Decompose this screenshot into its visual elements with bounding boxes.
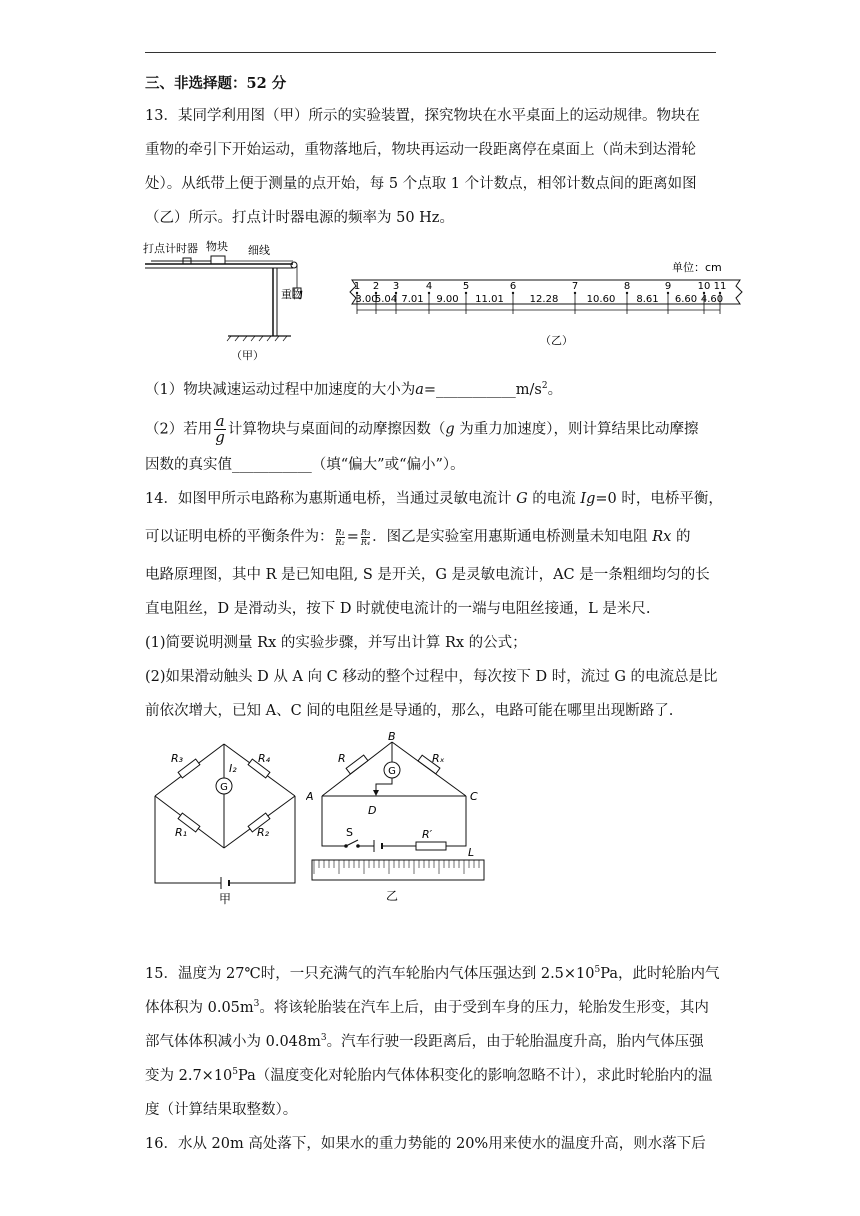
q13-line-1: 13．某同学利用图（甲）所示的实验装置，探究物块在水平桌面上的运动规律。物块在 xyxy=(145,108,700,124)
tape-unit-label: 单位：cm xyxy=(672,261,722,274)
q15-line-1 xyxy=(145,964,719,984)
label-r1: R₁ xyxy=(175,826,188,839)
label-i2: I₂ xyxy=(229,762,237,775)
string-label: 细线 xyxy=(248,244,270,257)
q13-part-2 xyxy=(145,414,699,445)
q14-line-3: 电路原理图，其中 R 是已知电阻, S 是开关，G 是灵敏电流计，AC 是一条粗细均匀的长 xyxy=(145,567,710,583)
label-r-prime: R′ xyxy=(422,828,433,841)
q13-part-2-g: g xyxy=(445,421,455,438)
q13-part-1-blank: =___________m/s xyxy=(423,382,542,398)
tape-distance-label: 12.28 xyxy=(529,294,559,305)
q15-line-4-sup: 5 xyxy=(232,1067,239,1077)
q15-line-2 xyxy=(145,998,709,1018)
tape-dot xyxy=(465,292,467,294)
label-a: A xyxy=(306,790,314,803)
fraction-numerator: a xyxy=(215,412,225,430)
tape-distance-label: 11.01 xyxy=(475,294,504,305)
figure-jia-caption-q14: 甲 xyxy=(219,892,232,906)
tape-marks xyxy=(354,281,727,314)
ground-hatch xyxy=(227,336,287,341)
q14-figure-jia xyxy=(145,738,305,908)
slider-arrow xyxy=(373,790,379,796)
tape-point-label: 1 xyxy=(353,281,361,292)
ratio-right-num: R₃ xyxy=(360,527,371,537)
label-g-jia: G xyxy=(220,782,228,793)
q16-line-1: 16．水从 20m 高处落下，如果水的重力势能的 20%用来使水的温度升高，则水落下后 xyxy=(145,1136,706,1152)
weight-label: 重物 xyxy=(281,288,303,301)
q15-line-1-text-b: Pa，此时轮胎内气 xyxy=(600,966,720,982)
switch-contact-2 xyxy=(356,844,360,848)
tape-distance-label: 9.00 xyxy=(436,294,459,305)
header-rule xyxy=(145,52,716,53)
meter-ruler xyxy=(312,860,484,880)
ruler-ticks xyxy=(314,860,484,874)
resistor-r xyxy=(346,755,368,774)
tape-dot xyxy=(667,292,669,294)
q14-line-1-text-b: 的电流 xyxy=(532,491,576,507)
q14-line-2-text: 可以证明电桥的平衡条件为： xyxy=(145,529,334,545)
q15-line-1-sup: 5 xyxy=(594,965,601,975)
q13-part-2-text-b: 计算物块与桌面间的动摩擦因数（ xyxy=(227,421,446,438)
tape-distance-label: 8.61 xyxy=(636,294,659,305)
tape-point-label: 6 xyxy=(509,281,517,292)
q13-line-3: 处）。从纸带上便于测量的点开始，每 5 个点取 1 个计数点，相邻计数点间的距离如图 xyxy=(145,176,697,192)
tape-dot xyxy=(428,292,430,294)
q14-line-2-text-c: 的 xyxy=(675,529,691,545)
q13-part-2-text: （2）若用 xyxy=(145,421,213,438)
q15-line-2-sup: 3 xyxy=(253,999,260,1009)
q15-line-3-text-b: 。汽车行驶一段距离后，由于轮胎温度升高，胎内气体压强 xyxy=(326,1034,704,1050)
q14-line-1-text-c: =0 时，电桥平衡， xyxy=(595,491,723,507)
pulley xyxy=(291,262,297,268)
q14-line-1-G: G xyxy=(516,491,528,507)
figure-yi-caption: （乙） xyxy=(540,334,573,347)
q14-line-1-Ig: Ig xyxy=(580,491,596,507)
q13-part-1-end: 。 xyxy=(547,382,563,398)
q15-line-2-text: 体体积为 0.05m xyxy=(145,1000,254,1016)
section-header: 三、非选择题：52 分 xyxy=(145,75,287,92)
q15-line-4 xyxy=(145,1066,713,1086)
tape-point-label: 9 xyxy=(664,281,672,292)
label-g-yi: G xyxy=(388,766,396,777)
q13-line-2: 重物的牵引下开始运动，重物落地后，物块再运动一段距离停在桌面上（尚未到达滑轮 xyxy=(145,142,696,158)
q15-line-3-text: 部气体体积减小为 0.048m xyxy=(145,1034,321,1050)
q15-line-3-sup: 3 xyxy=(320,1033,327,1043)
tape-distance-label: 4.60 xyxy=(700,294,724,305)
tape-distance-label: 10.60 xyxy=(586,294,616,305)
label-r: R xyxy=(338,752,346,765)
tape-point-label: 5 xyxy=(462,281,470,292)
switch-lever xyxy=(346,840,358,846)
q14-line-1-text: 14．如图甲所示电路称为惠斯通电桥，当通过灵敏电流计 xyxy=(145,491,512,507)
label-d: D xyxy=(368,804,377,817)
tape-distance-label: 6.60 xyxy=(674,294,698,305)
q15-line-3 xyxy=(145,1032,704,1052)
tape-distance-label: 3.00 xyxy=(355,294,378,305)
label-rx: Rₓ xyxy=(432,752,445,765)
q14-line-2-text-b: ．图乙是实验室用惠斯通电桥测量未知电阻 xyxy=(372,529,648,545)
q14-line-5: (1)简要说明测量 Rx 的实验步骤，并写出计算 Rx 的公式； xyxy=(145,635,527,651)
tape-distance-label: 7.01 xyxy=(401,294,424,305)
tape-point-label: 10 xyxy=(697,281,711,292)
q14-line-6: (2)如果滑动触头 D 从 A 向 C 移动的整个过程中，每次按下 D 时，流过 G 的电流总是比 xyxy=(145,669,718,685)
q13-part-2-text-c: 为重力加速度），则计算结果比动摩擦 xyxy=(454,421,699,438)
q15-line-5: 度（计算结果取整数）。 xyxy=(145,1102,298,1118)
bridge-ratio-right xyxy=(361,528,370,547)
q13-part-1-text: （1）物块减速运动过程中加速度的大小为 xyxy=(145,382,416,398)
figure-jia-caption: （甲） xyxy=(231,349,264,362)
label-b: B xyxy=(388,730,396,743)
figure-yi-caption-q14: 乙 xyxy=(386,889,399,903)
label-r2: R₂ xyxy=(257,826,270,839)
tape-point-label: 3 xyxy=(392,281,400,292)
tape-point-label: 2 xyxy=(372,281,380,292)
ratio-left-num: R₁ xyxy=(335,527,345,537)
q13-part-1 xyxy=(145,380,562,400)
label-r3: R₃ xyxy=(171,752,184,765)
q15-line-2-text-b: 。将该轮胎装在汽车上后，由于受到车身的压力，轮胎发生形变，其内 xyxy=(259,1000,709,1016)
label-r4: R₄ xyxy=(258,752,271,765)
tape-distance-label: 5.04 xyxy=(374,294,398,305)
tape-dot xyxy=(626,292,628,294)
q13-part-1-sup: 2 xyxy=(541,381,548,391)
block-label: 物块 xyxy=(206,240,228,253)
tape-point-label: 4 xyxy=(425,281,433,292)
ratio-right-den: R₄ xyxy=(360,537,371,547)
q15-line-4-text: 变为 2.7×10 xyxy=(145,1068,233,1084)
q13-part-1-var: a xyxy=(415,382,424,398)
tape-dot xyxy=(574,292,576,294)
q14-figure-yi xyxy=(306,728,492,908)
q15-line-4-text-b: Pa（温度变化对轮胎内气体体积变化的影响忽略不计），求此时轮胎内的温 xyxy=(238,1068,713,1084)
block-box xyxy=(211,256,225,264)
label-l: L xyxy=(468,846,475,859)
tape-point-label: 8 xyxy=(623,281,631,292)
tape-point-label: 11 xyxy=(713,281,727,292)
q13-part-2-line-2: 因数的真实值___________（填“偏大”或“偏小”）。 xyxy=(145,457,465,473)
q14-line-7: 前依次增大，已知 A、C 间的电阻丝是导通的，那么，电路可能在哪里出现断路了. xyxy=(145,703,674,719)
tape-dot xyxy=(512,292,514,294)
label-s: S xyxy=(346,826,353,839)
fraction-denominator: g xyxy=(215,428,225,446)
tape-point-label: 7 xyxy=(571,281,579,292)
q13-line-4: （乙）所示。打点计时器电源的频率为 50 Hz。 xyxy=(145,210,454,226)
timer-label: 打点计时器 xyxy=(143,242,198,255)
q13-figure-jia xyxy=(143,238,308,366)
q13-figure-yi xyxy=(340,256,750,352)
q14-line-2: 可以证明电桥的平衡条件为： $\frac{\text{R₁}}{\text{R₂}}$ = $\frac{\text{R₃}}{\text{R₄}}$ ．图乙是实验室用惠斯通电桥测量未知电阻 Rx 的 xyxy=(145,527,691,547)
q14-line-1 xyxy=(145,489,723,509)
q15-line-1-text: 15．温度为 27℃时，一只充满气的汽车轮胎内气体压强达到 2.5×10 xyxy=(145,966,595,982)
q14-line-4: 直电阻丝，D 是滑动头，按下 D 时就使电流计的一端与电阻丝接通，L 是米尺. xyxy=(145,601,651,617)
a-over-g-fraction xyxy=(214,414,226,445)
bridge-ratio-left xyxy=(336,528,345,547)
ratio-left-den: R₂ xyxy=(335,537,345,547)
label-c: C xyxy=(470,790,478,803)
q14-line-2-Rx: Rx xyxy=(652,529,672,545)
resistor-r-prime xyxy=(416,842,446,850)
